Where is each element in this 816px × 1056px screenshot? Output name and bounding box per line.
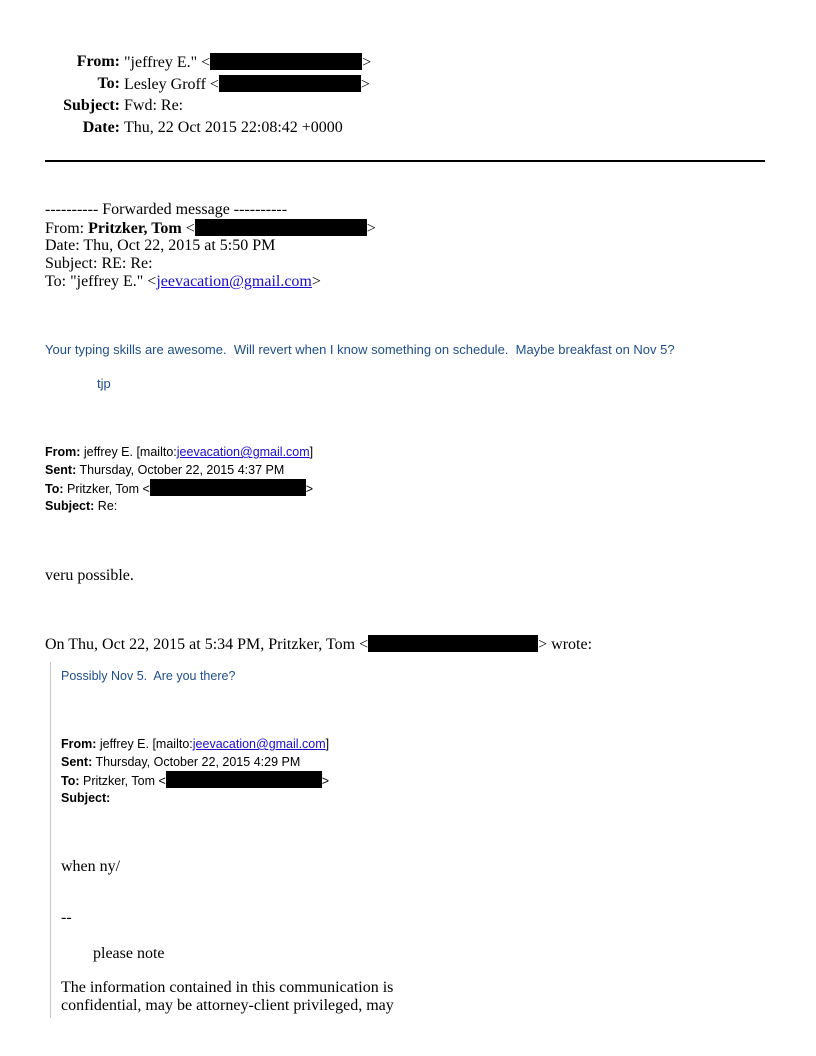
label: Subject: bbox=[45, 499, 95, 513]
redaction bbox=[210, 53, 362, 70]
value: Thursday, October 22, 2015 4:29 PM bbox=[92, 755, 301, 769]
label: Subject: bbox=[61, 791, 111, 805]
forwarded-date: Date: Thu, Oct 22, 2015 at 5:50 PM bbox=[45, 237, 276, 254]
header-date-value: Thu, 22 Oct 2015 22:08:42 +0000 bbox=[124, 119, 343, 136]
quoted-to bbox=[61, 771, 329, 790]
value: On Thu, Oct 22, 2015 at 5:34 PM, Pritzker, Tom < bbox=[45, 636, 369, 653]
header-divider bbox=[45, 160, 765, 162]
value: jeffrey E. [mailto: bbox=[80, 445, 177, 459]
header-from bbox=[124, 53, 371, 72]
bracket: < bbox=[181, 220, 195, 237]
redaction bbox=[150, 479, 306, 496]
reply-signature: tjp bbox=[97, 376, 111, 391]
label: Sent: bbox=[45, 463, 77, 477]
label: From: bbox=[45, 220, 89, 237]
forwarded-from-name: Pritzker, Tom bbox=[88, 220, 182, 237]
header-to-label: To: bbox=[97, 75, 120, 92]
bracket: > bbox=[305, 482, 314, 496]
value: > wrote: bbox=[538, 636, 593, 653]
block1-to bbox=[45, 479, 313, 498]
label: From: bbox=[61, 737, 97, 751]
header-from-value: "jeffrey E." < bbox=[124, 54, 211, 71]
quoted-subject bbox=[61, 789, 110, 807]
value: Thursday, October 22, 2015 4:37 PM bbox=[76, 463, 285, 477]
block1-from bbox=[45, 443, 313, 461]
label: From: bbox=[45, 445, 81, 459]
bracket: > bbox=[311, 273, 321, 290]
quoted-sent bbox=[61, 753, 300, 771]
quote-intro bbox=[45, 635, 592, 654]
value: Pritzker, Tom < bbox=[63, 482, 150, 496]
label: To: "jeffrey E." < bbox=[45, 273, 157, 290]
forwarded-to bbox=[45, 273, 321, 291]
value: jeffrey E. [mailto: bbox=[96, 737, 193, 751]
label: To: bbox=[61, 774, 80, 788]
header-from-label: From: bbox=[76, 53, 120, 70]
reply-body: Your typing skills are awesome. Will revert when I know something on schedule. Maybe breakfast on Nov 5? bbox=[45, 342, 675, 357]
please-note: please note bbox=[93, 945, 165, 962]
bracket: > bbox=[321, 774, 330, 788]
email-link[interactable]: jeevacation@gmail.com bbox=[176, 445, 310, 459]
redaction bbox=[368, 635, 538, 652]
bracket: ] bbox=[325, 737, 330, 751]
bracket: ] bbox=[309, 445, 314, 459]
redaction bbox=[195, 219, 367, 236]
disclaimer-line: confidential, may be attorney-client privileged, may bbox=[61, 997, 394, 1014]
email-link[interactable]: jeevacation@gmail.com bbox=[192, 737, 326, 751]
bracket: > bbox=[362, 54, 372, 71]
email-link[interactable]: jeevacation@gmail.com bbox=[156, 273, 312, 290]
quoted-body: Possibly Nov 5. Are you there? bbox=[61, 669, 236, 683]
label: Sent: bbox=[61, 755, 93, 769]
header-date-label: Date: bbox=[82, 119, 120, 136]
message-body: veru possible. bbox=[45, 567, 134, 584]
forwarded-from bbox=[45, 219, 376, 238]
header-to-value: Lesley Groff < bbox=[124, 76, 219, 93]
redaction bbox=[219, 75, 361, 92]
header-subject-value: Fwd: Re: bbox=[124, 97, 184, 114]
header-to bbox=[124, 75, 370, 94]
quoted-text: when ny/ bbox=[61, 858, 121, 875]
value: Pritzker, Tom < bbox=[79, 774, 166, 788]
bracket: > bbox=[366, 220, 376, 237]
disclaimer-line: The information contained in this communication is bbox=[61, 979, 394, 996]
block1-subject bbox=[45, 497, 117, 515]
header-subject-label: Subject: bbox=[63, 97, 120, 114]
redaction bbox=[166, 771, 322, 788]
label: To: bbox=[45, 482, 64, 496]
forwarded-banner: ---------- Forwarded message ---------- bbox=[45, 201, 288, 218]
block1-sent bbox=[45, 461, 284, 479]
forwarded-subject: Subject: RE: Re: bbox=[45, 255, 153, 272]
signature-separator: -- bbox=[61, 909, 72, 926]
bracket: > bbox=[360, 76, 370, 93]
value: Re: bbox=[94, 499, 118, 513]
quote-bar bbox=[50, 662, 51, 1018]
quoted-from bbox=[61, 735, 329, 753]
